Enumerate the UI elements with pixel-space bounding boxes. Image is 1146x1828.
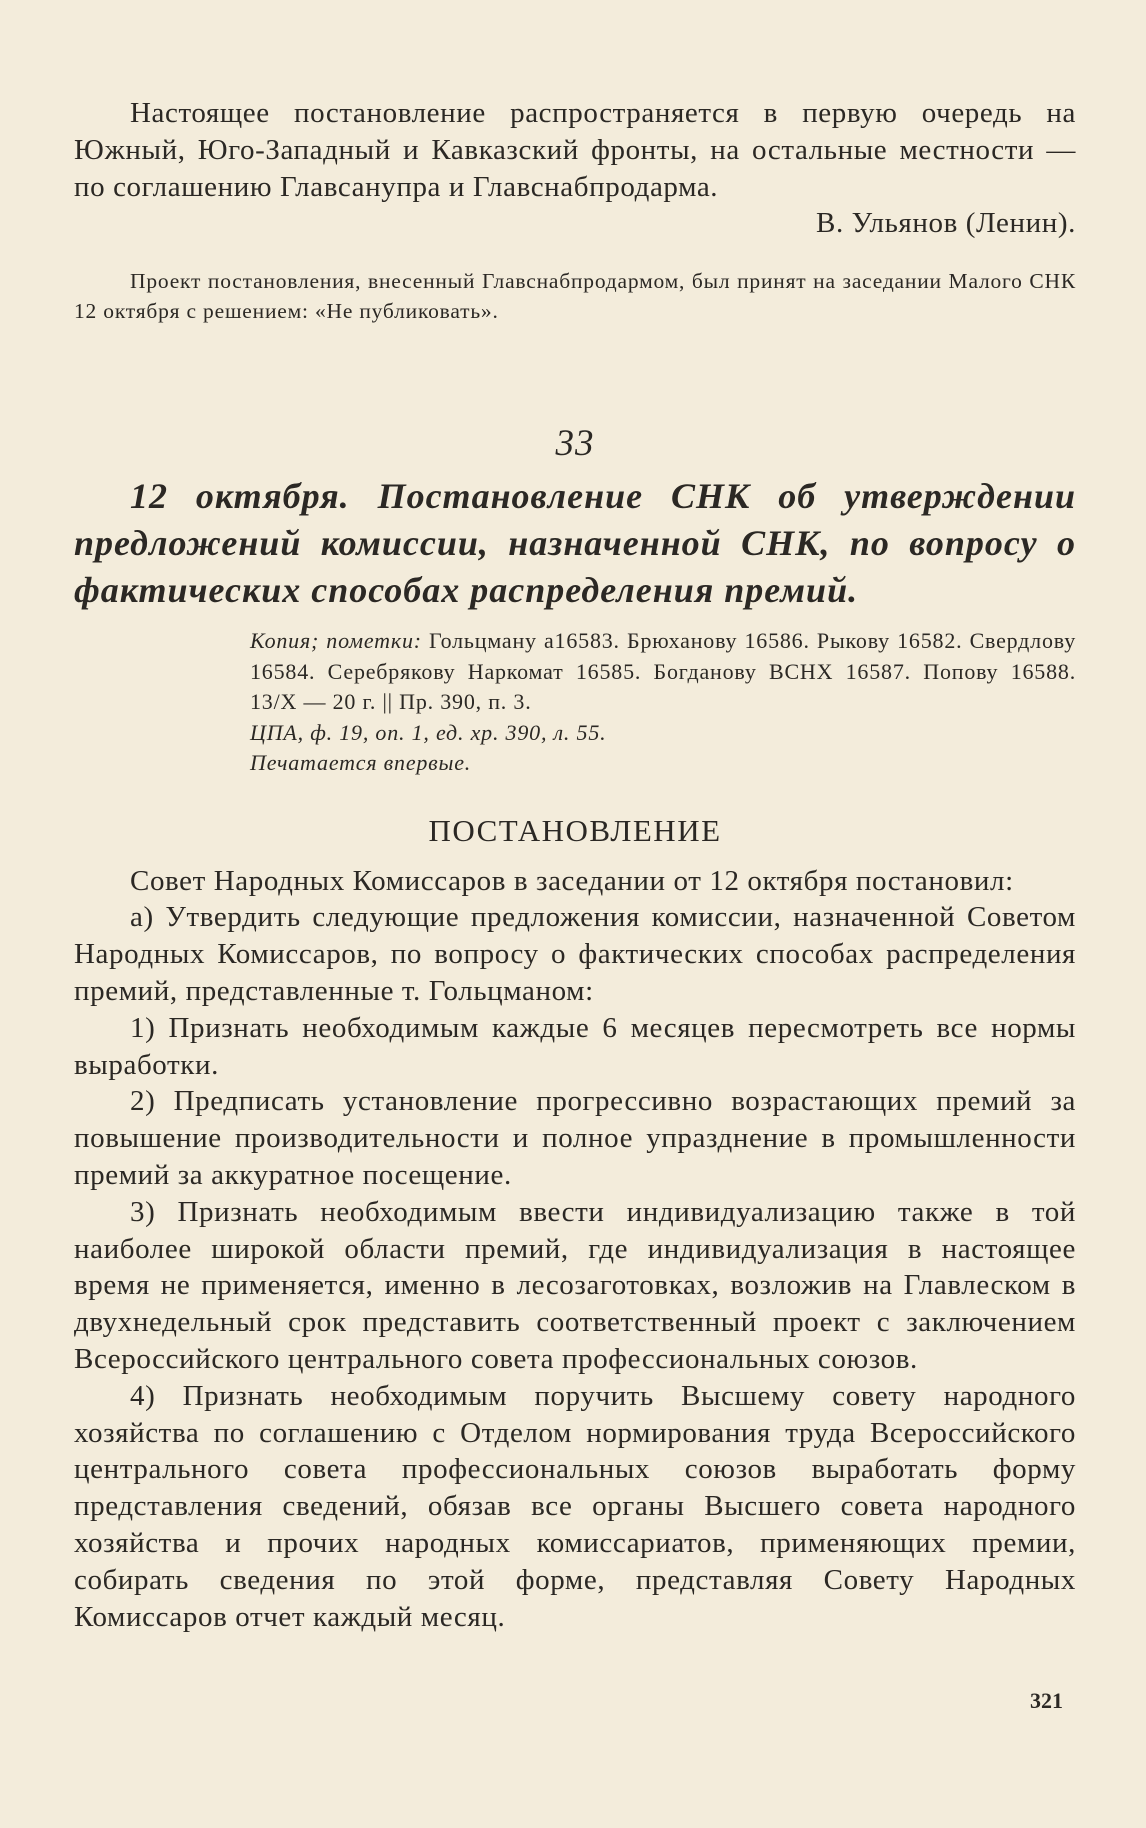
copy-label: Копия; пометки: — [250, 628, 422, 654]
document-number: 33 — [555, 423, 595, 465]
page-number: 321 — [1030, 1688, 1063, 1713]
resolution-item: 2) Предписать установление прогрессивно возрастающих премий за повышение производительности и полное упразднение в промышленности премий за аккуратное посещение. — [74, 1085, 1076, 1192]
document-title: 12 октября. Постановление СНК об утверждении предложений комиссии, назначенной СНК, по вопросу о фактических способах распределения премий. — [74, 476, 1076, 611]
resolution-clause-a: а) Утвердить следующие предложения комиссии, назначенной Советом Народных Комиссаров, по вопросу о фактических способах распределения премий, представленные т. Гольцманом: — [74, 901, 1076, 1008]
document-meta — [250, 626, 1076, 779]
signature: В. Ульянов (Ленин). — [816, 207, 1076, 240]
editorial-note: Проект постановления, внесенный Главснабпродармом, был принят на заседании Малого СНК 12 октября с решением: «Не публиковать». — [74, 269, 1076, 324]
copy-text: Гольцману a16583. Брюханову 16586. Рыкову 16582. Свердлову 16584. Серебрякову Наркомат 16585. Богданову ВСНХ 16587. Попову 16588. 13/X — 20 г. || Пр. 390, п. 3. — [250, 628, 1076, 715]
resolution-item: 3) Признать необходимым ввести индивидуализацию также в той наиболее широкой области премий, где индивидуализация в настоящее время не применяется, именно в лесозаготовках, возложив на Главлеском в двухнедельный срок представить соответственный проект с заключением Всероссийского центрального совета профессиональных союзов. — [74, 1195, 1076, 1376]
copy-annotations — [250, 626, 1076, 718]
resolution-item: 1) Признать необходимым каждые 6 месяцев пересмотреть все нормы выработки. — [74, 1011, 1076, 1081]
resolution-intro: Совет Народных Комиссаров в заседании от 12 октября постановил: — [130, 864, 1014, 897]
archive-reference: ЦПА, ф. 19, оп. 1, ед. хр. 390, л. 55. — [250, 719, 607, 745]
publication-status: Печатается впервые. — [250, 750, 472, 776]
resolution-item: 4) Признать необходимым поручить Высшему совету народного хозяйства по соглашению с Отделом нормирования труда Всероссийского центрального совета профессиональных союзов выработать форму представления сведений, обязав все органы Высшего совета народного хозяйства и прочих народных комиссариатов, применяющих премии, собирать сведения по этой форме, представляя Совету Народных Комиссаров отчет каждый месяц. — [74, 1379, 1076, 1633]
page-content — [74, 95, 1076, 1635]
opening-paragraph: Настоящее постановление распространяется в первую очередь на Южный, Юго-Западный и Кавказский фронты, на остальные местности — по соглашению Главсанупра и Главснабпродарма. — [74, 97, 1076, 203]
resolution-heading: ПОСТАНОВЛЕНИЕ — [428, 812, 722, 848]
